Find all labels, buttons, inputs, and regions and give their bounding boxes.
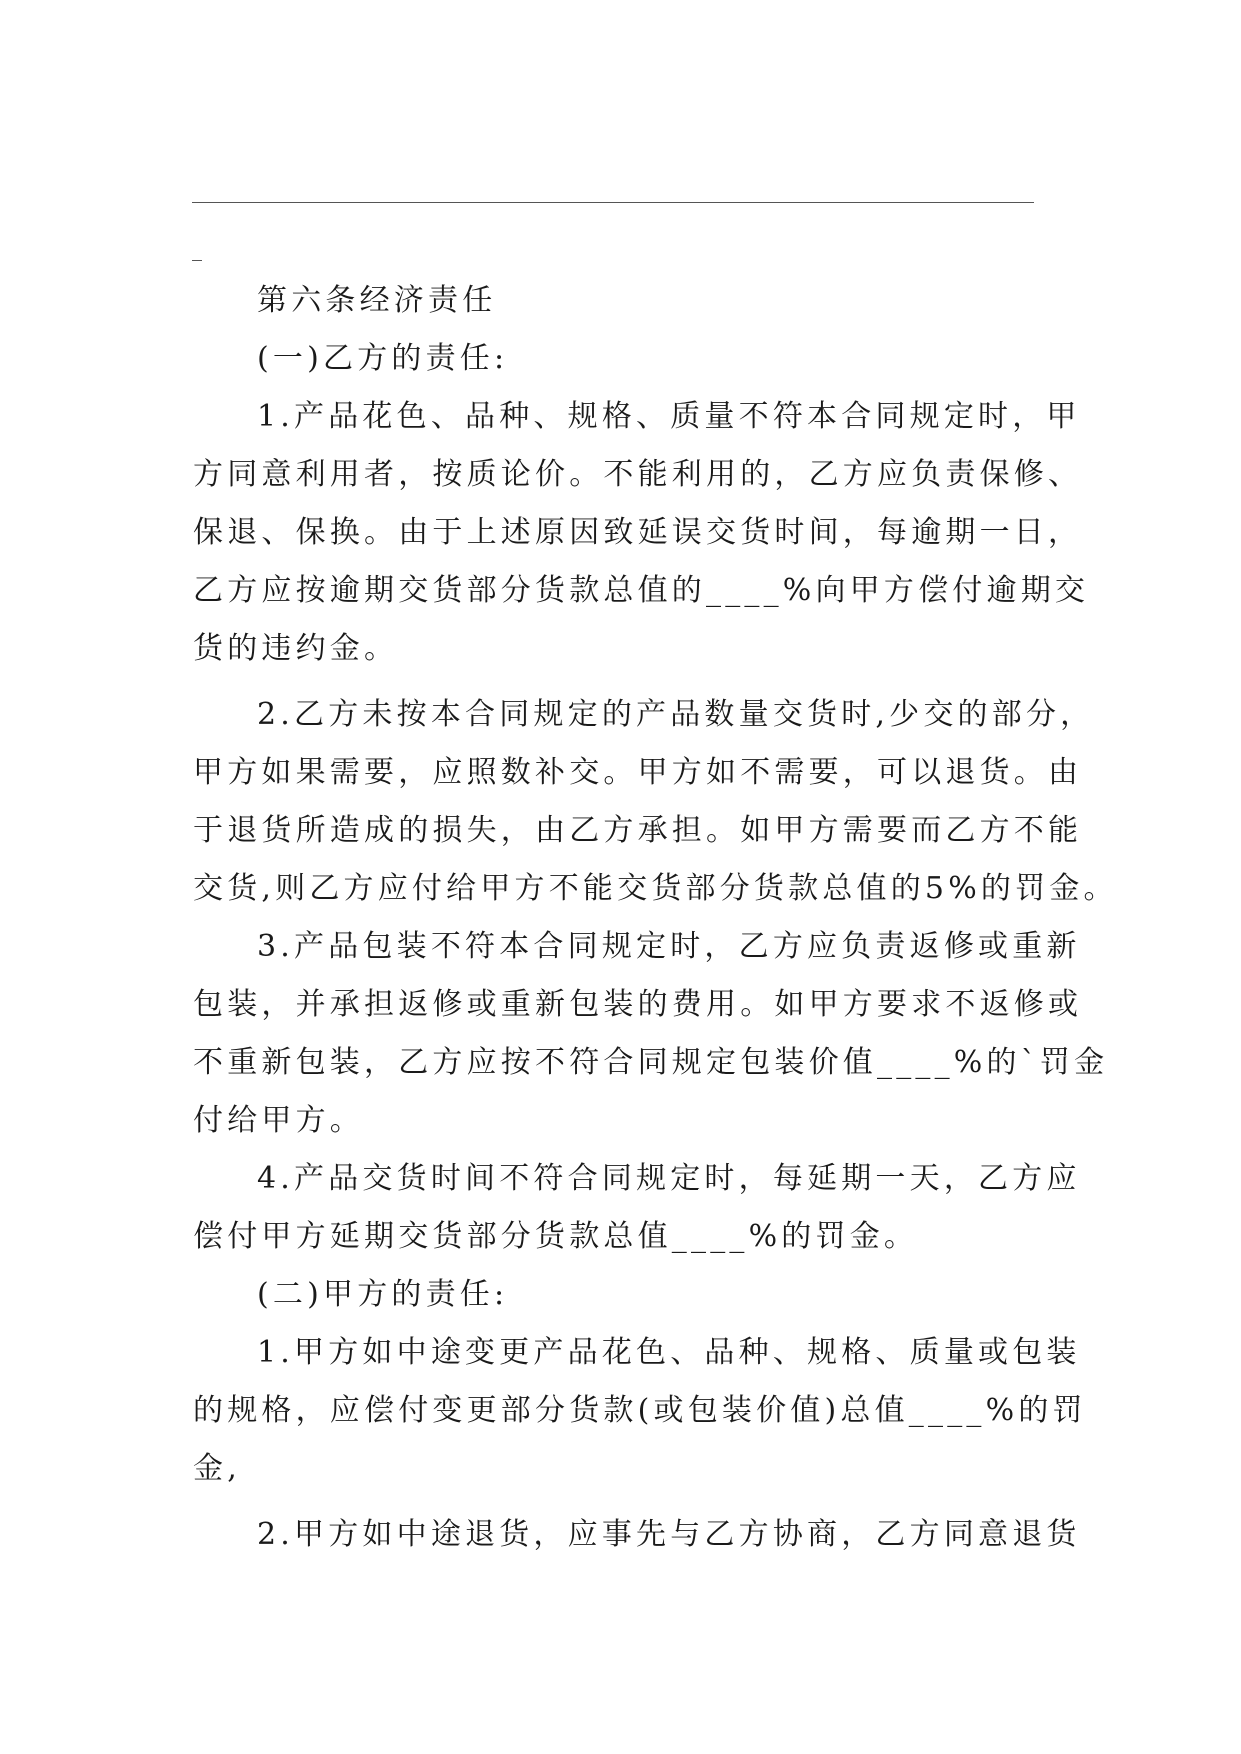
paragraph-line: 不重新包装，乙方应按不符合同规定包装价值____%的`罚金 [193,1045,1109,1080]
paragraph-line: 2.乙方未按本合同规定的产品数量交货时,少交的部分， [257,697,1095,732]
paragraph-line: 的规格，应偿付变更部分货款(或包装价值)总值____%的罚 [193,1393,1087,1428]
paragraph-line: 于退货所造成的损失，由乙方承担。如甲方需要而乙方不能 [193,813,1083,848]
section-heading-party-b: (一)乙方的责任: [257,341,509,376]
paragraph-line: 货的违约金。 [193,631,399,666]
separator-line-continuation [192,260,202,261]
paragraph-line: 2.甲方如中途退货，应事先与乙方协商，乙方同意退货 [257,1517,1081,1552]
paragraph-line: 包装，并承担返修或重新包装的费用。如甲方要求不返修或 [193,987,1083,1022]
paragraph-line: 乙方应按逾期交货部分货款总值的____%向甲方偿付逾期交 [193,573,1090,608]
paragraph-line: 交货,则乙方应付给甲方不能交货部分货款总值的5%的罚金。 [193,871,1118,906]
paragraph-line: 方同意利用者，按质论价。不能利用的，乙方应负责保修、 [193,457,1083,492]
document-body [193,272,1118,1564]
paragraph-line: 1.产品花色、品种、规格、质量不符本合同规定时，甲 [257,399,1081,434]
paragraph-line: 保退、保换。由于上述原因致延误交货时间，每逾期一日， [193,515,1083,550]
paragraph-line: 3.产品包装不符本合同规定时，乙方应负责返修或重新 [257,929,1081,964]
paragraph-line: 1.甲方如中途变更产品花色、品种、规格、质量或包装 [257,1335,1081,1370]
section-heading-party-a: (二)甲方的责任: [257,1277,509,1312]
article-heading: 第六条经济责任 [257,283,497,318]
paragraph-line: 偿付甲方延期交货部分货款总值____%的罚金。 [193,1219,919,1254]
paragraph-line: 金, [193,1451,241,1486]
separator-line [192,202,1034,203]
paragraph-line: 4.产品交货时间不符合同规定时，每延期一天，乙方应 [257,1161,1081,1196]
paragraph-line: 付给甲方。 [193,1103,364,1138]
paragraph-line: 甲方如果需要，应照数补交。甲方如不需要，可以退货。由 [193,755,1083,790]
